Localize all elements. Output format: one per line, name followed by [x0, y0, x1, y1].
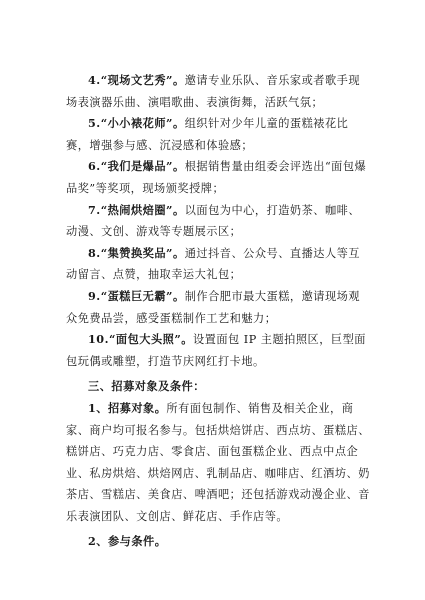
activity-list	[66, 70, 371, 372]
activity-item-title: “面包大头照”。	[108, 332, 193, 347]
activity-item-text: 制作合肥市最大蛋糕，邀请现场观众免费品尝，感受蛋糕制作工艺和魅力；	[66, 289, 361, 325]
activity-item-number: 7.	[88, 202, 101, 217]
activity-item-text: 根据销售量由组委会评选出“面包爆品奖”等奖项，现场颁奖授牌；	[66, 160, 367, 195]
activity-item-text: 以面包为中心，打造奶茶、咖啡、动漫、文创、游戏等专题展示区；	[66, 203, 361, 239]
activity-item-title: “小小裱花师”。	[100, 116, 185, 131]
recruitment-targets-text: 所有面包制作、销售及相关企业，商家、商户均可报名参与。包括烘焙饼店、西点坊、蛋糕店、糕饼店、巧克力店、零食店、面包蛋糕企业、西点中点企业、私房烘焙、烘焙网店、乳制品店、咖啡店、红酒坊、奶茶店、雪糕店、美食店、啤酒吧；还包括游戏动漫企业、音乐表演团队、文创店、鲜花店、手作店等。	[66, 401, 370, 523]
activity-item	[66, 113, 371, 156]
activity-item-text: 通过抖音、公众号、直播达人等互动留言、点赞，抽取幸运大礼包；	[66, 246, 361, 282]
recruitment-targets-title: 1、招募对象。	[88, 400, 167, 415]
activity-item-number: 10.	[88, 332, 109, 347]
activity-item	[66, 200, 371, 243]
activity-item	[66, 243, 371, 286]
activity-item	[66, 70, 371, 113]
activity-item-text: 设置面包 IP 主题拍照区，巨型面包玩偶或雕塑，打造节庆网红打卡地。	[66, 333, 366, 368]
activity-item-number: 9.	[88, 288, 101, 303]
activity-item	[66, 156, 371, 199]
activity-item-title: “热闹烘焙圈”。	[100, 202, 185, 217]
recruitment-targets-paragraph	[66, 398, 371, 528]
participation-conditions-heading: 2、参与条件。	[88, 534, 167, 549]
activity-item-number: 8.	[88, 245, 101, 260]
activity-item-title: “集赞换奖品”。	[100, 245, 185, 260]
activity-item-title: “蛋糕巨无霸”。	[100, 288, 185, 303]
activity-item	[66, 329, 371, 372]
activity-item-text: 邀请专业乐队、音乐家或者歌手现场表演器乐曲、演唱歌曲、表演街舞，活跃气氛；	[66, 74, 361, 109]
activity-item-text: 组织针对少年儿童的蛋糕裱花比赛，增强参与感、沉浸感和体验感；	[66, 117, 349, 152]
activity-item-title: “我们是爆品”。	[100, 159, 185, 174]
activity-item-number: 6.	[88, 159, 101, 174]
activity-item-number: 4.	[88, 73, 101, 87]
section-heading-recruitment: 三、招募对象及条件：	[88, 379, 205, 394]
activity-item-title: “现场文艺秀”。	[100, 73, 185, 87]
activity-item	[66, 286, 371, 329]
activity-item-number: 5.	[88, 116, 101, 131]
